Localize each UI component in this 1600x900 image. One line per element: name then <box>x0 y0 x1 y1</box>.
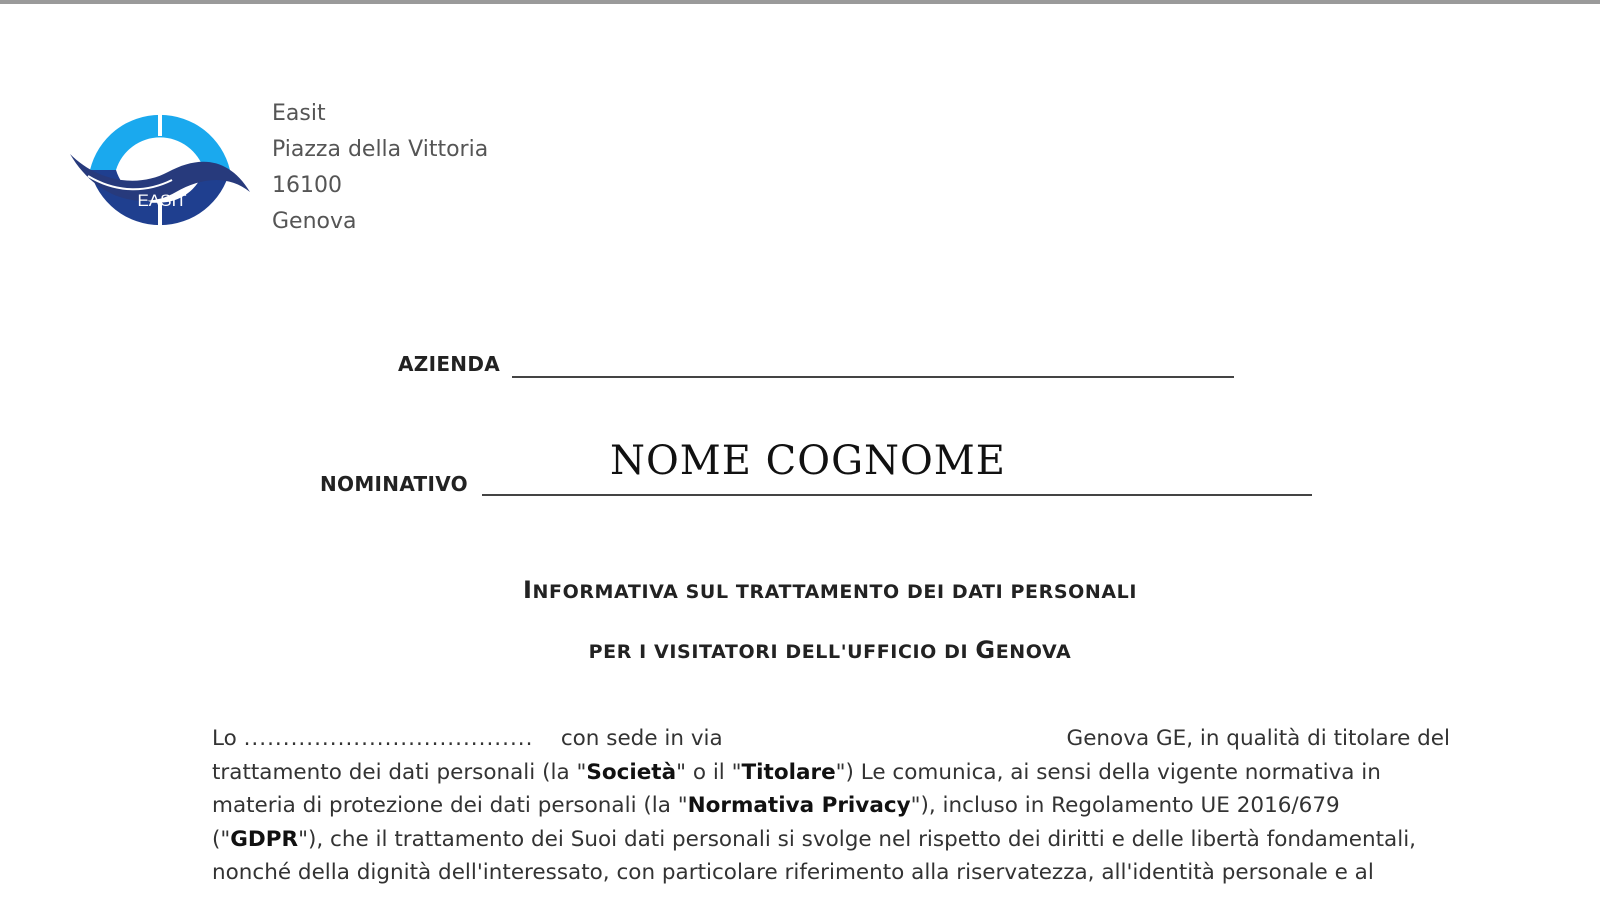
azienda-line[interactable] <box>512 376 1234 378</box>
body-text: ") Le comunica, ai sensi della vigente normativa in <box>835 759 1381 785</box>
body-text: "), incluso in Regolamento UE 2016/679 <box>910 793 1340 818</box>
body-text: materia di protezione dei dati personali (la " <box>212 793 688 818</box>
body-text: (" <box>212 826 231 852</box>
bold-term: GDPR <box>230 826 299 852</box>
document-subtitle <box>0 636 1600 664</box>
sender-company: Easit <box>272 101 326 126</box>
title-initial: I <box>522 576 533 604</box>
bold-term: Società <box>586 759 677 785</box>
body-text: " o il " <box>676 759 742 785</box>
azienda-label: AZIENDA <box>398 352 501 376</box>
body-text: trattamento dei dati personali (la " <box>212 759 587 785</box>
subtitle-rest: ENOVA <box>995 641 1072 663</box>
bold-term: Normativa Privacy <box>687 793 911 818</box>
nominativo-label: NOMINATIVO <box>320 472 468 496</box>
sender-city: Genova <box>272 209 357 234</box>
body-text: Genova GE, in qualità di titolare del <box>1066 726 1450 751</box>
privacy-notice-body <box>212 722 1450 890</box>
sender-zip: 16100 <box>272 173 342 198</box>
subtitle-initial: G <box>975 636 996 664</box>
blank-dots: ..................................... <box>243 726 534 751</box>
sender-address <box>272 96 488 240</box>
easit-logo-icon <box>68 84 252 252</box>
body-line-5 <box>212 856 1450 890</box>
body-text: con sede in via <box>560 726 723 751</box>
body-line-3 <box>212 789 1450 823</box>
body-text: Lo <box>212 726 244 751</box>
body-text: "), che il trattamento dei Suoi dati personali si svolge nel rispetto dei diritti e delle libertà fondamentali, <box>298 826 1417 852</box>
body-line-4 <box>212 823 1450 857</box>
nominativo-line[interactable] <box>482 494 1312 496</box>
page-top-border <box>0 0 1600 4</box>
document-title <box>0 576 1600 604</box>
sender-street: Piazza della Vittoria <box>272 137 489 162</box>
title-rest: NFORMATIVA SUL TRATTAMENTO DEI DATI PERSONALI <box>532 581 1138 603</box>
subtitle-part1: PER I VISITATORI DELL'UFFICIO DI <box>588 641 976 663</box>
nominativo-value[interactable]: NOME COGNOME <box>610 438 1006 484</box>
logo-text: EASIT <box>137 191 187 210</box>
bold-term: Titolare <box>741 759 836 785</box>
body-line-2 <box>212 756 1450 790</box>
body-text: nonché della dignità dell'interessato, con particolare riferimento alla riservatezza, all'identità personale e al <box>212 860 1374 885</box>
body-line-1 <box>212 722 1450 756</box>
